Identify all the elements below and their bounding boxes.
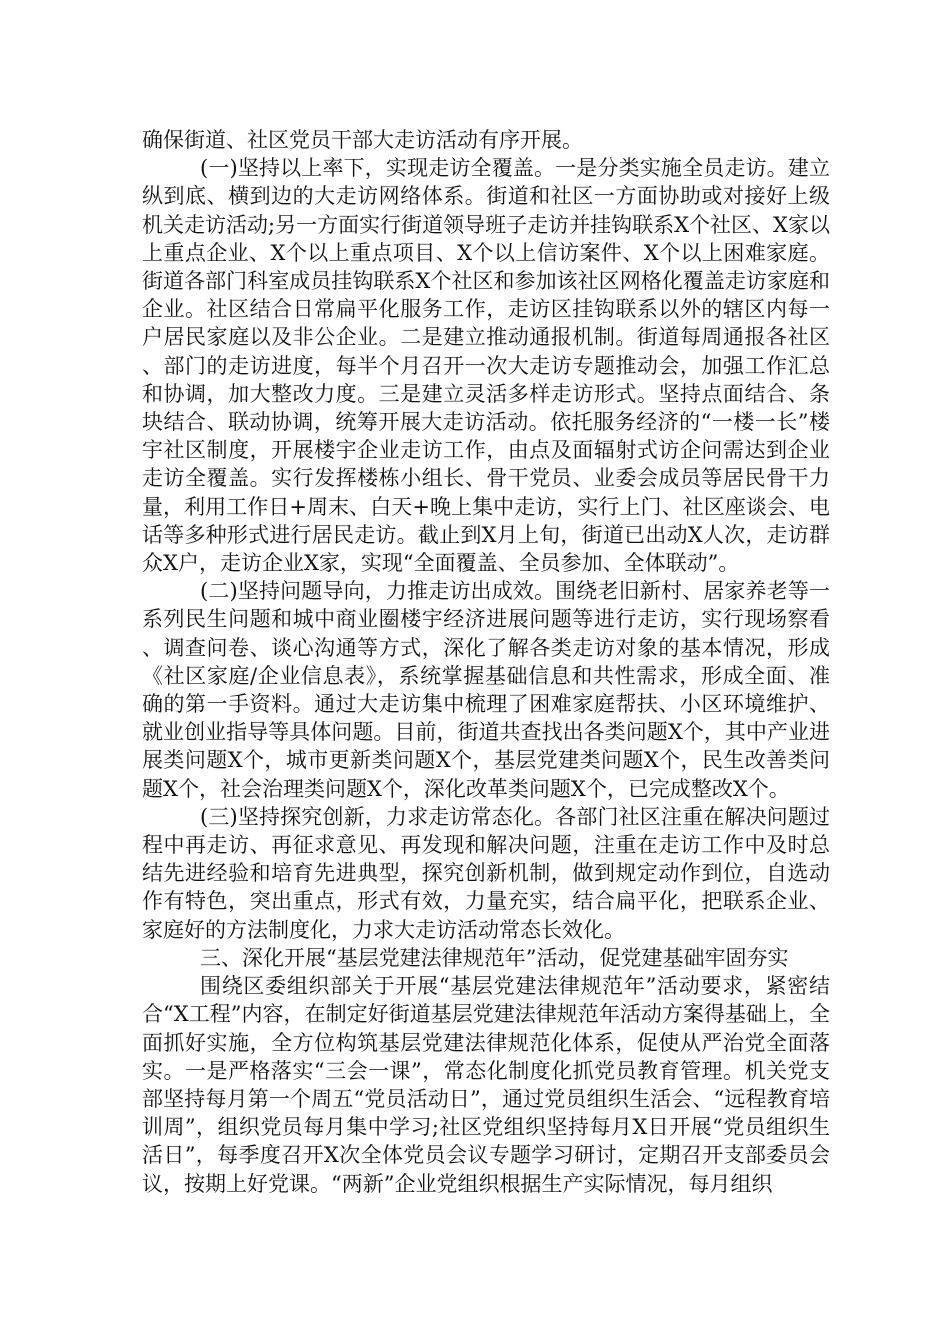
section-heading-three: 三、深化开展“基层党建法律规范年”活动，促党建基础牢固夯实 [200, 945, 789, 970]
paragraph-section-3: (三)坚持探究创新，力求走访常态化。各部门社区注重在解决问题过程中再走访、再征求意见、再发现和解决问题，注重在走访工作中及时总结先进经验和培育先进典型，探究创新机制，做到规定动作到位，自选动作有特色，突出重点，形式有效，力量充实，结合扁平化，把联系企业、家庭好的方法制度化，力求大走访活动常态长效化。 [142, 804, 830, 942]
document-page [142, 126, 830, 1198]
paragraph-intro: 确保街道、社区党员干部大走访活动有序开展。 [142, 128, 583, 152]
paragraph-party-building: 围绕区委组织部关于开展“基层党建法律规范年”活动要求，紧密结合“X工程”内容，在制定好街道基层党建法律规范年活动方案得基础上，全面抓好实施，全方位构筑基层党建法律规范化体系，促使从严治党全面落实。一是严格落实“三会一课”，常态化制度化抓党员教育管理。机关党支部坚持每月第一个周五“党员活动日”，通过党员组织生活会、“远程教育培训周”，组织党员每月集中学习;社区党组织坚持每月X日开展“党员组织生活日”，每季度召开X次全体党员会议专题学习研讨，定期召开支部委员会议，按期上好党课。“两新”企业党组织根据生产实际情况，每月组织 [142, 974, 830, 1196]
paragraph-section-1: (一)坚持以上率下，实现走访全覆盖。一是分类实施全员走访。建立纵到底、横到边的大走访网络体系。街道和社区一方面协助或对接好上级机关走访活动;另一方面实行街道领导班子走访并挂钩联系X个社区、X家以上重点企业、X个以上重点项目、X个以上信访案件、X个以上困难家庭。街道各部门科室成员挂钩联系X个社区和参加该社区网格化覆盖走访家庭和企业。社区结合日常扁平化服务工作，走访区挂钩联系以外的辖区内每一户居民家庭以及非公企业。二是建立推动通报机制。街道每周通报各社区、部门的走访进度，每半个月召开一次大走访专题推动会，加强工作汇总和协调，加大整改力度。三是建立灵活多样走访形式。坚持点面结合、条块结合、联动协调，统筹开展大走访活动。依托服务经济的“一楼一长”楼宇社区制度，开展楼宇企业走访工作，由点及面辐射式访企问需达到企业走访全覆盖。实行发挥楼栋小组长、骨干党员、业委会成员等居民骨干力量，利用工作日+周末、白天+晚上集中走访，实行上门、社区座谈会、电话等多种形式进行居民走访。截止到X月上旬，街道已出动X人次，走访群众X户，走访企业X家，实现“全面覆盖、全员参加、全体联动”。 [142, 156, 830, 576]
paragraph-section-2: (二)坚持问题导向，力推走访出成效。围绕老旧新村、居家养老等一系列民生问题和城中商业圈楼宇经济进展问题等进行走访，实行现场察看、调查问卷、谈心沟通等方式，深化了解各类走访对象的基本情况，形成《社区家庭/企业信息表》，系统掌握基础信息和共性需求，形成全面、准确的第一手资料。通过大走访集中梳理了困难家庭帮扶、小区环境维护、就业创业指导等具体问题。目前，街道共查找出各类问题X个，其中产业进展类问题X个，城市更新类问题X个，基层党建类问题X个，民生改善类问题X个，社会治理类问题X个，深化改革类问题X个，已完成整改X个。 [142, 579, 830, 801]
